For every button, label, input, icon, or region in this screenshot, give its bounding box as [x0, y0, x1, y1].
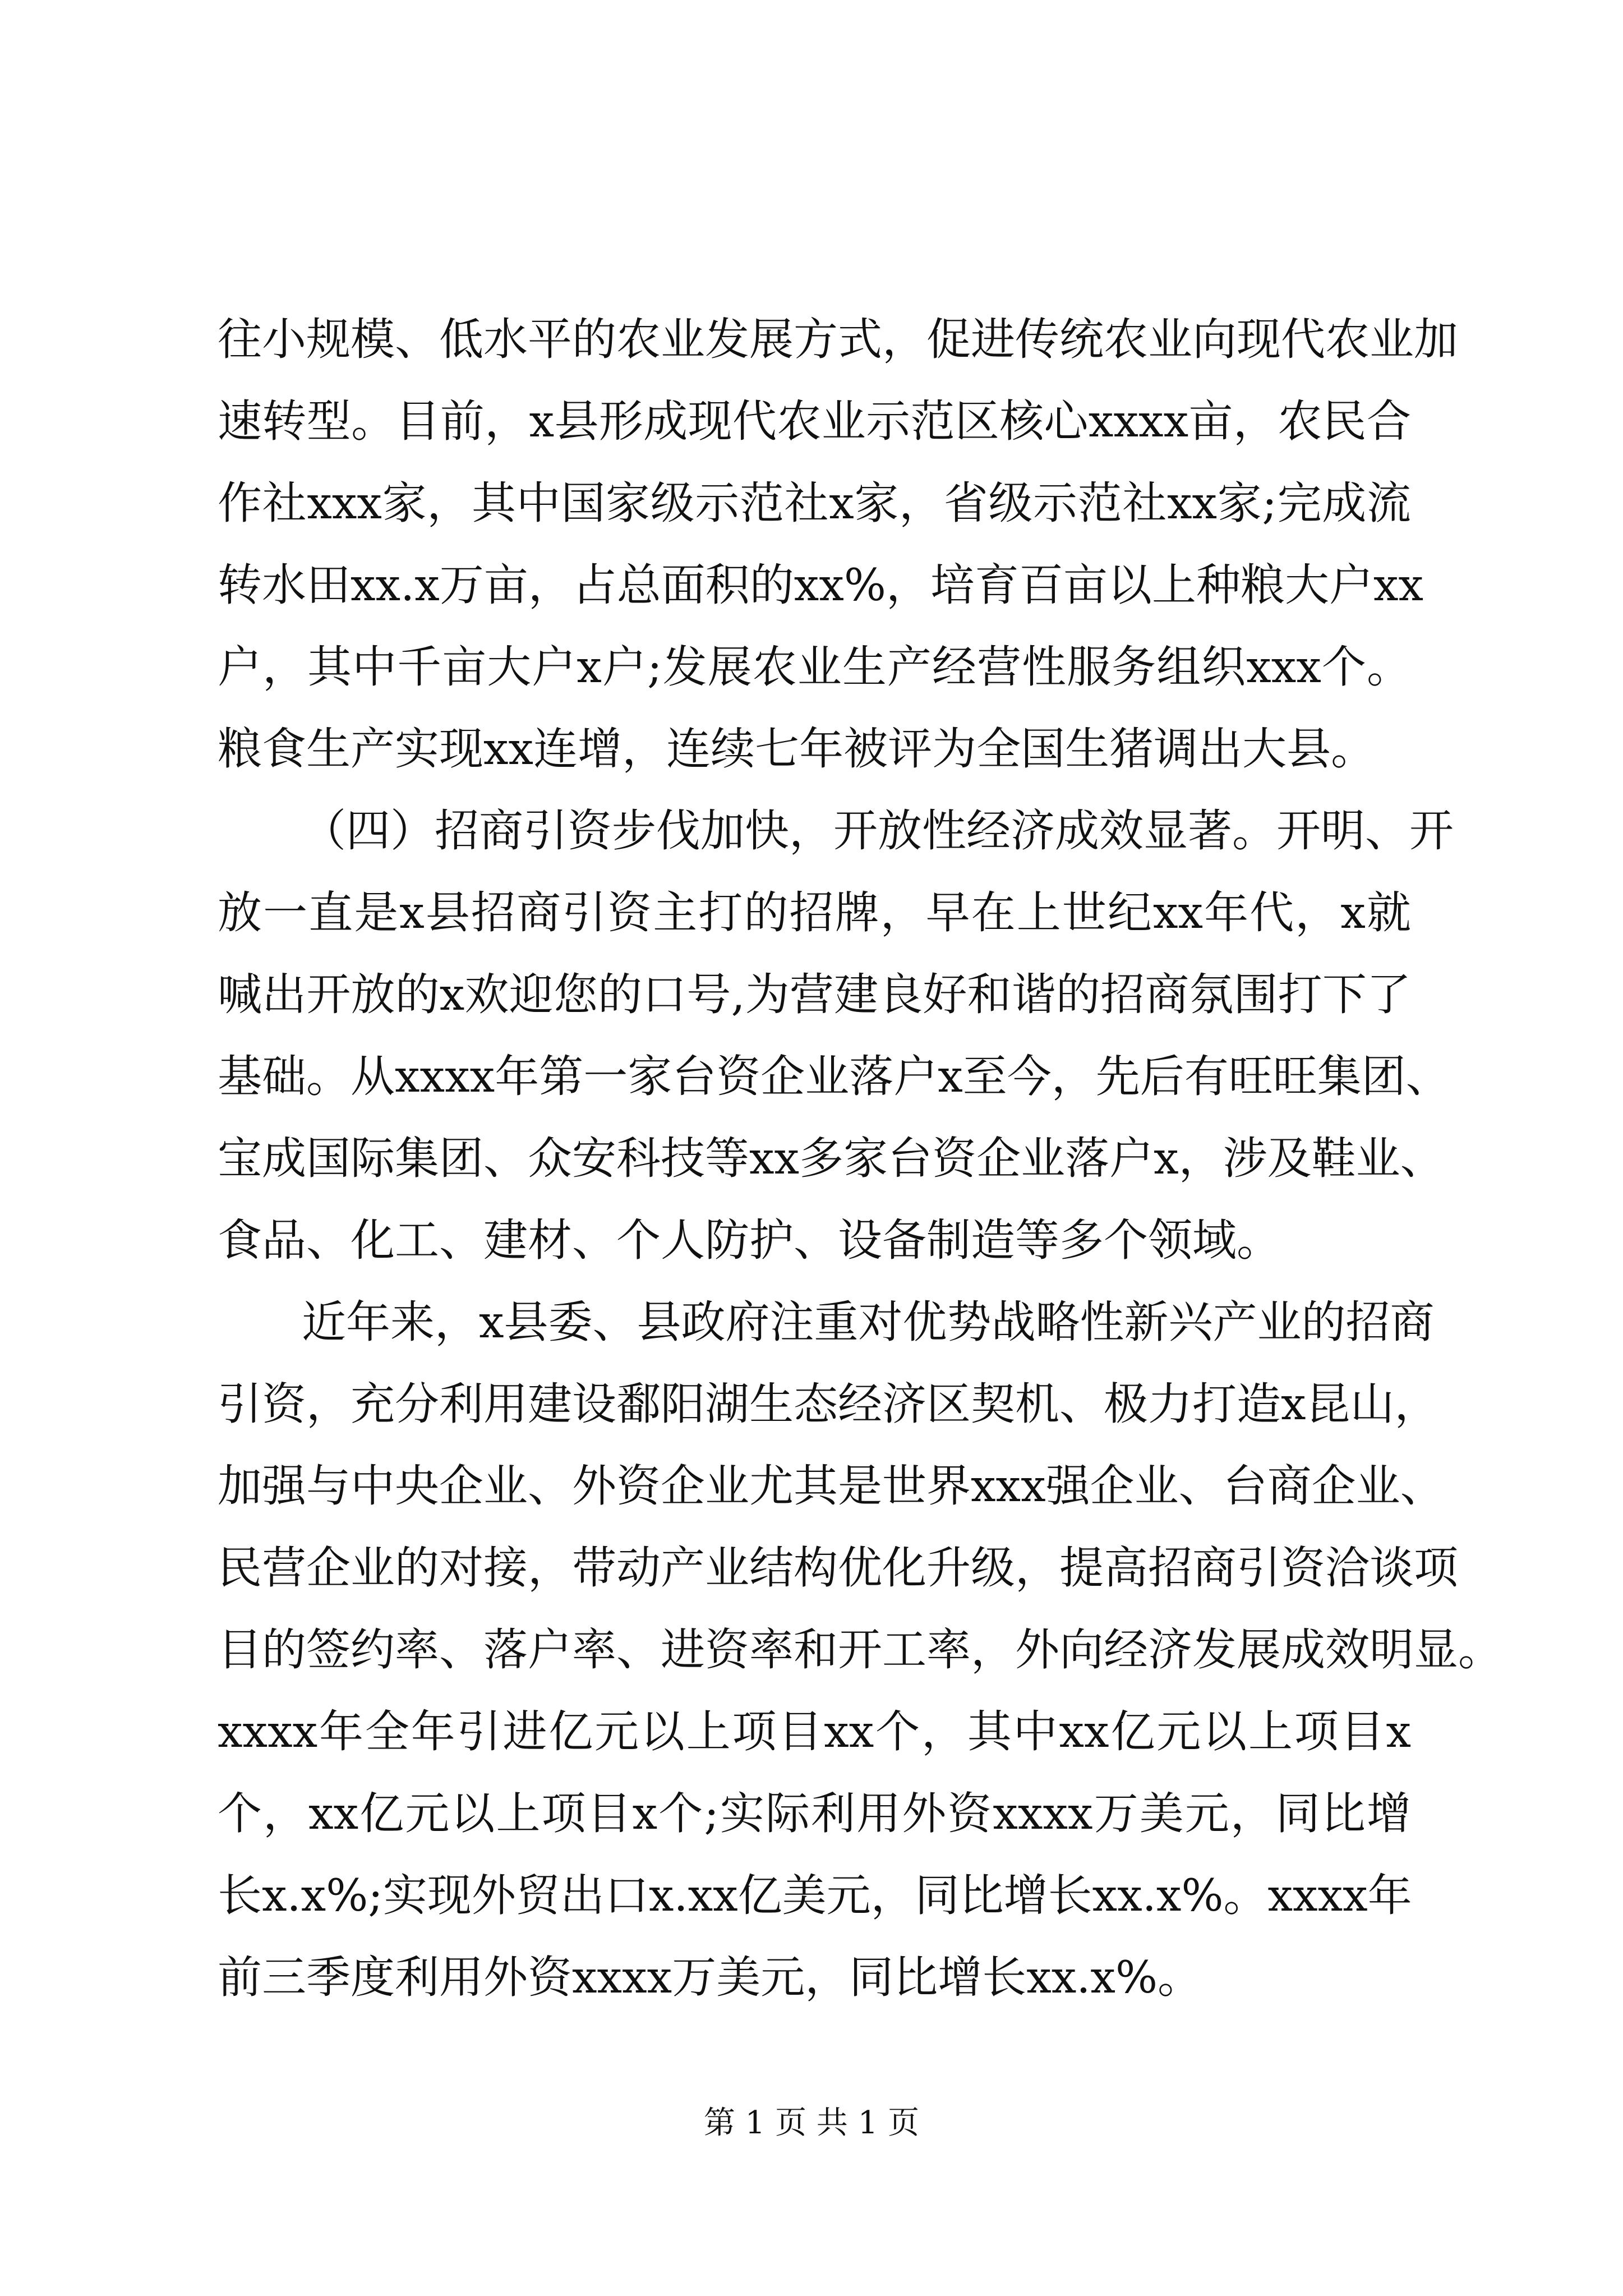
text-line: 个，xx亿元以上项目x个;实际利用外资xxxx万美元，同比增	[218, 1788, 1411, 1839]
section-heading-line: （四）招商引资步伐加快，开放性经济成效显著。开明、开	[302, 805, 1454, 857]
text-line: xxxx年全年引进亿元以上项目xx个，其中xx亿元以上项目x	[218, 1706, 1411, 1757]
text-line: 食品、化工、建材、个人防护、设备制造等多个领域。	[218, 1214, 1281, 1266]
text-line: 转水田xx.x万亩，占总面积的xx%，培育百亩以上种粮大户xx	[218, 559, 1424, 611]
paragraph-first-line: 近年来，x县委、县政府注重对优势战略性新兴产业的招商	[302, 1296, 1435, 1348]
text-line: 往小规模、低水平的农业发展方式，促进传统农业向现代农业加	[218, 314, 1458, 365]
text-line: 户，其中千亩大户x户;发展农业生产经营性服务组织xxx个。	[218, 641, 1411, 693]
text-line: 引资，充分利用建设鄱阳湖生态经济区契机、极力打造x昆山，	[218, 1378, 1439, 1430]
text-line: 速转型。目前，x县形成现代农业示范区核心xxxx亩，农民合	[218, 395, 1411, 447]
text-line: 民营企业的对接，带动产业结构优化升级，提高招商引资洽谈项	[218, 1542, 1458, 1594]
text-line: 粮食生产实现xx连增，连续七年被评为全国生猪调出大县。	[218, 723, 1376, 775]
document-body	[218, 298, 1502, 2018]
text-line: 目的签约率、落户率、进资率和开工率，外向经济发展成效明显。	[218, 1624, 1502, 1676]
text-line: 喊出开放的x欢迎您的口号,为营建良好和谐的招商氛围打下了	[218, 969, 1411, 1020]
text-line: 基础。从xxxx年第一家台资企业落户x至今，先后有旺旺集团、	[218, 1051, 1450, 1102]
text-line: 宝成国际集团、众安科技等xx多家台资企业落户x，涉及鞋业、	[218, 1133, 1445, 1184]
text-line: 作社xxx家，其中国家级示范社x家，省级示范社xx家;完成流	[218, 477, 1411, 529]
page-number-footer: 第 1 页 共 1 页	[703, 2105, 920, 2141]
text-line: 加强与中央企业、外资企业尤其是世界xxx强企业、台商企业、	[218, 1460, 1445, 1512]
text-line: 前三季度利用外资xxxx万美元，同比增长xx.x%。	[218, 1952, 1202, 2003]
text-line: 长x.x%;实现外贸出口x.xx亿美元，同比增长xx.x%。xxxx年	[218, 1870, 1412, 1921]
text-line: 放一直是x县招商引资主打的招牌，早在上世纪xx年代，x就	[218, 887, 1411, 938]
